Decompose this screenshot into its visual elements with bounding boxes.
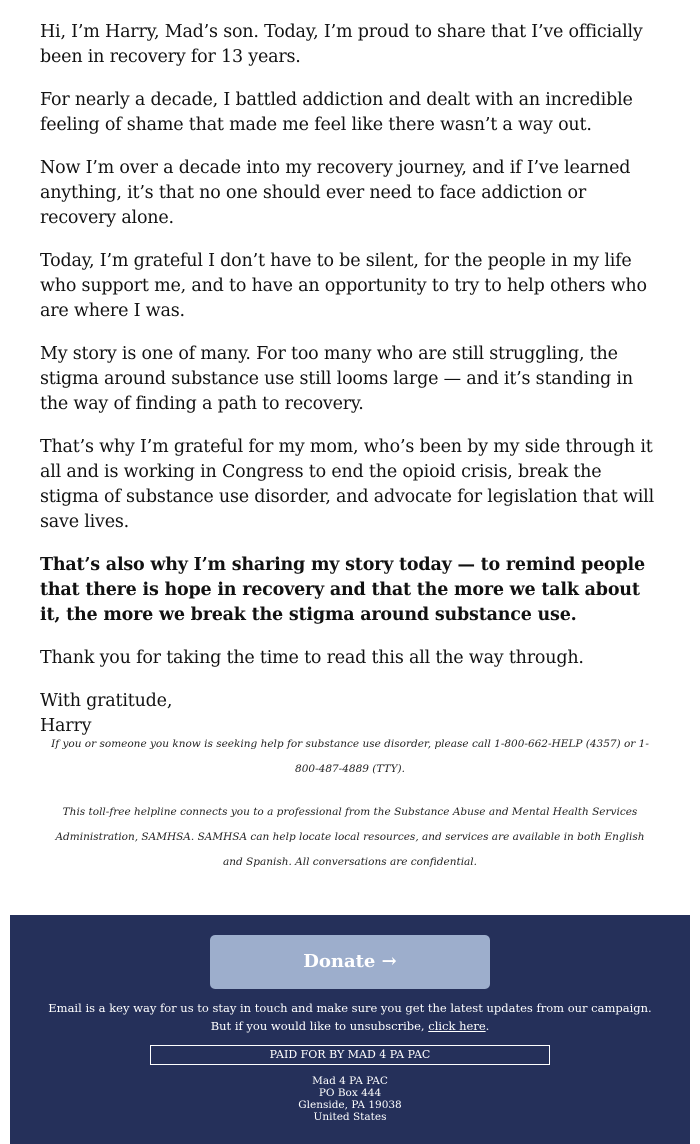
samhsa-disclaimer: This toll-free helpline connects you to a professional from the Substance Abuse and Mental Health Services Administration, SAMHSA. SAMHSA can help locate local resources, and services are available in both English and Spanish. All conversations are confidential.	[55, 806, 645, 868]
unsubscribe-end: .	[485, 1019, 490, 1033]
unsubscribe-message: Email is a key way for us to stay in touch and make sure you get the latest updates from our campaign. But if you would like to unsubscribe,	[48, 1001, 652, 1033]
address-line-pobox: PO Box 444	[318, 1087, 382, 1099]
paragraph-addiction: For nearly a decade, I battled addiction and dealt with an incredible feeling of shame that made me feel like there wasn’t a way out.	[40, 90, 633, 135]
address-line-country: United States	[313, 1111, 387, 1123]
paid-for-disclaimer: PAID FOR BY MAD 4 PA PAC	[150, 1045, 550, 1065]
address-line-city: Glenside, PA 19038	[298, 1099, 402, 1111]
paragraph-story: My story is one of many. For too many who are still struggling, the stigma around substance use still looms large — and it’s standing in the way of finding a path to recovery.	[40, 344, 633, 414]
paragraph-mom: That’s why I’m grateful for my mom, who’s been by my side through it all and is working in Congress to end the opioid crisis, break the stigma of substance use disorder, and advocate for legislation that will save lives.	[40, 437, 654, 532]
paragraph-hope: That’s also why I’m sharing my story today — to remind people that there is hope in recovery and that the more we talk about it, the more we break the stigma around substance use.	[40, 555, 645, 625]
paragraph-intro: Hi, I’m Harry, Mad’s son. Today, I’m proud to share that I’ve officially been in recovery for 13 years.	[40, 22, 643, 67]
letter-body	[40, 20, 660, 739]
closing-line: With gratitude,	[40, 691, 173, 711]
unsubscribe-link[interactable]: click here	[428, 1019, 486, 1033]
paragraph-recovery-journey: Now I’m over a decade into my recovery journey, and if I’ve learned anything, it’s that no one should ever need to face addiction or recovery alone.	[40, 158, 631, 228]
mailing-address	[150, 1075, 550, 1123]
signature: Harry	[40, 716, 92, 736]
address-line-org: Mad 4 PA PAC	[312, 1075, 388, 1087]
paragraph-thank-you: Thank you for taking the time to read this all the way through.	[40, 648, 584, 668]
footer	[10, 915, 690, 1144]
unsubscribe-text	[40, 999, 660, 1035]
paragraph-grateful: Today, I’m grateful I don’t have to be silent, for the people in my life who support me, and to have an opportunity to try to help others who are where I was.	[40, 251, 647, 321]
helpline-disclaimer: If you or someone you know is seeking help for substance use disorder, please call 1-800-662-HELP (4357) or 1-800-487-4889 (TTY).	[51, 738, 649, 775]
donate-button[interactable]: Donate →	[210, 935, 490, 989]
